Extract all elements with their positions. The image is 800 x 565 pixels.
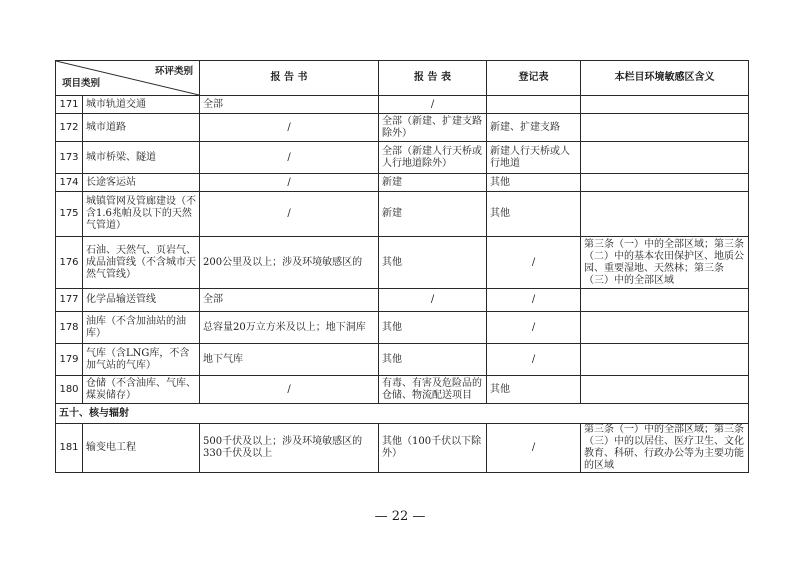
report-book-cell: / bbox=[200, 114, 379, 142]
section-row bbox=[56, 404, 749, 424]
header-report-book: 报 告 书 bbox=[200, 61, 379, 96]
table-row bbox=[56, 142, 749, 174]
registration-cell: / bbox=[487, 424, 581, 473]
sensitive-area-cell: 第三条（一）中的全部区域；第三条（三）中的以居住、医疗卫生、文化教育、科研、行政办公等为主要功能的区域 bbox=[581, 424, 749, 473]
header-registration: 登记表 bbox=[487, 61, 581, 96]
table-row bbox=[56, 312, 749, 344]
project-name: 城市轨道交通 bbox=[83, 96, 200, 114]
report-book-cell: 总容量20万立方米及以上；地下洞库 bbox=[200, 312, 379, 344]
report-book-cell: 地下气库 bbox=[200, 344, 379, 376]
report-form-cell: 其他（100千伏以下除外） bbox=[379, 424, 487, 473]
report-form-cell: 全部（新建、扩建支路除外） bbox=[379, 114, 487, 142]
row-number: 180 bbox=[56, 376, 83, 404]
header-project-category: 项目类别 bbox=[62, 78, 101, 89]
registration-cell: 其他 bbox=[487, 174, 581, 192]
row-number: 178 bbox=[56, 312, 83, 344]
table-row bbox=[56, 344, 749, 376]
table-row bbox=[56, 376, 749, 404]
registration-cell: / bbox=[487, 289, 581, 312]
report-form-cell: 新建 bbox=[379, 174, 487, 192]
project-name: 城市道路 bbox=[83, 114, 200, 142]
project-name: 城镇管网及管廊建设（不含1.6兆帕及以下的天然气管道） bbox=[83, 192, 200, 237]
report-book-cell: / bbox=[200, 174, 379, 192]
project-name: 气库（含LNG库，不含加气站的气库） bbox=[83, 344, 200, 376]
report-form-cell: / bbox=[379, 96, 487, 114]
sensitive-area-cell: 第三条（一）中的全部区域；第三条（二）中的基本农田保护区、地质公园、重要湿地、天然林；第三条（三）中的全部区域 bbox=[581, 237, 749, 289]
registration-cell: 新建人行天桥或人行地道 bbox=[487, 142, 581, 174]
report-book-cell: 全部 bbox=[200, 96, 379, 114]
project-name: 油库（不含加油站的油库） bbox=[83, 312, 200, 344]
report-book-cell: / bbox=[200, 192, 379, 237]
project-name: 化学品输送管线 bbox=[83, 289, 200, 312]
section-title: 五十、核与辐射 bbox=[56, 404, 749, 424]
registration-cell: / bbox=[487, 237, 581, 289]
report-form-cell: 其他 bbox=[379, 237, 487, 289]
registration-cell: 其他 bbox=[487, 376, 581, 404]
header-sensitive-area: 本栏目环境敏感区含义 bbox=[581, 61, 749, 96]
row-number: 179 bbox=[56, 344, 83, 376]
table-row bbox=[56, 96, 749, 114]
sensitive-area-cell bbox=[581, 192, 749, 237]
row-number: 172 bbox=[56, 114, 83, 142]
table-row bbox=[56, 237, 749, 289]
report-form-cell: 其他 bbox=[379, 344, 487, 376]
report-book-cell: 200公里及以上；涉及环境敏感区的 bbox=[200, 237, 379, 289]
row-number: 175 bbox=[56, 192, 83, 237]
header-env-category: 环评类别 bbox=[154, 66, 193, 77]
report-book-cell: / bbox=[200, 376, 379, 404]
row-number: 176 bbox=[56, 237, 83, 289]
sensitive-area-cell bbox=[581, 376, 749, 404]
table-row bbox=[56, 424, 749, 473]
sensitive-area-cell bbox=[581, 142, 749, 174]
project-name: 仓储（不含油库、气库、煤炭储存） bbox=[83, 376, 200, 404]
report-form-cell: / bbox=[379, 289, 487, 312]
row-number: 181 bbox=[56, 424, 83, 473]
registration-cell: 新建、扩建支路 bbox=[487, 114, 581, 142]
report-book-cell: / bbox=[200, 142, 379, 174]
project-name: 石油、天然气、页岩气、成品油管线（不含城市天然气管线） bbox=[83, 237, 200, 289]
registration-cell: / bbox=[487, 344, 581, 376]
report-form-cell: 有毒、有害及危险品的仓储、物流配送项目 bbox=[379, 376, 487, 404]
registration-cell bbox=[487, 96, 581, 114]
table-row bbox=[56, 192, 749, 237]
row-number: 171 bbox=[56, 96, 83, 114]
sensitive-area-cell bbox=[581, 96, 749, 114]
table-row bbox=[56, 114, 749, 142]
report-form-cell: 其他 bbox=[379, 312, 487, 344]
report-book-cell: 500千伏及以上；涉及环境敏感区的330千伏及以上 bbox=[200, 424, 379, 473]
page-number: — 22 — bbox=[374, 509, 426, 524]
sensitive-area-cell bbox=[581, 344, 749, 376]
project-name: 长途客运站 bbox=[83, 174, 200, 192]
report-form-cell: 全部（新建人行天桥或人行地道除外） bbox=[379, 142, 487, 174]
registration-cell: 其他 bbox=[487, 192, 581, 237]
report-form-cell: 新建 bbox=[379, 192, 487, 237]
report-book-cell: 全部 bbox=[200, 289, 379, 312]
row-number: 174 bbox=[56, 174, 83, 192]
sensitive-area-cell bbox=[581, 114, 749, 142]
table-header-row bbox=[56, 61, 749, 96]
project-name: 城市桥梁、隧道 bbox=[83, 142, 200, 174]
table-row bbox=[56, 289, 749, 312]
classification-table bbox=[55, 60, 749, 473]
project-name: 输变电工程 bbox=[83, 424, 200, 473]
header-report-form: 报 告 表 bbox=[379, 61, 487, 96]
sensitive-area-cell bbox=[581, 312, 749, 344]
sensitive-area-cell bbox=[581, 289, 749, 312]
row-number: 173 bbox=[56, 142, 83, 174]
row-number: 177 bbox=[56, 289, 83, 312]
table-row bbox=[56, 174, 749, 192]
sensitive-area-cell bbox=[581, 174, 749, 192]
registration-cell: / bbox=[487, 312, 581, 344]
header-diagonal-cell bbox=[56, 61, 200, 96]
